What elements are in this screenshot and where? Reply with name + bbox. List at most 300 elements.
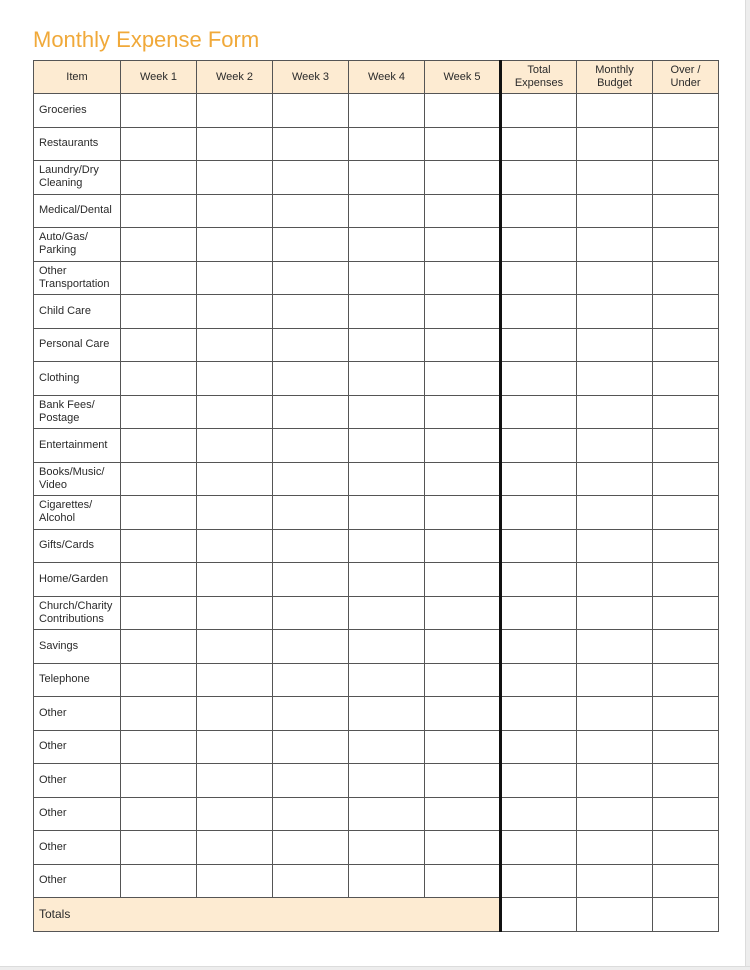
row-label <box>34 831 121 865</box>
cell-monthly-budget[interactable] <box>577 529 653 563</box>
cell-total-expenses[interactable] <box>501 161 577 195</box>
cell-week-4[interactable] <box>349 596 425 630</box>
cell-week-3[interactable] <box>273 630 349 664</box>
cell-week-1[interactable] <box>121 161 197 195</box>
header-row <box>34 61 719 94</box>
cell-week-1[interactable] <box>121 831 197 865</box>
cell-week-2[interactable] <box>197 429 273 463</box>
row-label-text: Medical/Dental <box>39 204 112 217</box>
cell-week-1[interactable] <box>121 730 197 764</box>
row-label <box>34 697 121 731</box>
cell-week-3[interactable] <box>273 362 349 396</box>
row-label-text: Video <box>39 478 67 491</box>
cell-total-expenses[interactable] <box>501 697 577 731</box>
cell-week-3[interactable] <box>273 864 349 898</box>
cell-week-1[interactable] <box>121 194 197 228</box>
row-label <box>34 563 121 597</box>
row-label <box>34 630 121 664</box>
cell-week-4[interactable] <box>349 395 425 429</box>
cell-week-5[interactable] <box>425 295 501 329</box>
cell-week-3[interactable] <box>273 94 349 128</box>
cell-week-2[interactable] <box>197 127 273 161</box>
table-row <box>34 94 719 128</box>
cell-monthly-budget[interactable] <box>577 563 653 597</box>
cell-week-1[interactable] <box>121 496 197 530</box>
cell-week-1[interactable] <box>121 596 197 630</box>
totals-row <box>34 898 719 932</box>
cell-total-expenses[interactable] <box>501 831 577 865</box>
cell-total-expenses[interactable] <box>501 429 577 463</box>
header-monthly-budget <box>577 61 653 94</box>
row-label <box>34 295 121 329</box>
cell-week-5[interactable] <box>425 764 501 798</box>
page-edge <box>745 0 750 970</box>
cell-week-2[interactable] <box>197 730 273 764</box>
row-label <box>34 94 121 128</box>
row-label-text: Telephone <box>39 673 90 686</box>
cell-week-4[interactable] <box>349 194 425 228</box>
table-row <box>34 362 719 396</box>
header-label: Week 1 <box>139 70 178 83</box>
cell-monthly-budget[interactable] <box>577 194 653 228</box>
cell-total-expenses[interactable] <box>501 630 577 664</box>
cell-monthly-budget[interactable] <box>577 864 653 898</box>
row-label-text: Groceries <box>39 103 87 116</box>
cell-monthly-budget[interactable] <box>577 94 653 128</box>
row-label-text: Other <box>39 740 67 753</box>
cell-total-expenses[interactable] <box>501 194 577 228</box>
row-label-text: Other <box>39 874 67 887</box>
cell-total-expenses[interactable] <box>501 663 577 697</box>
cell-week-5[interactable] <box>425 362 501 396</box>
cell-monthly-budget[interactable] <box>577 395 653 429</box>
cell-over-under[interactable] <box>653 295 719 329</box>
cell-total-expenses[interactable] <box>501 563 577 597</box>
cell-over-under[interactable] <box>653 395 719 429</box>
cell-over-under[interactable] <box>653 94 719 128</box>
cell-week-4[interactable] <box>349 630 425 664</box>
cell-monthly-budget[interactable] <box>577 496 653 530</box>
cell-week-4[interactable] <box>349 161 425 195</box>
row-label-text: Bank Fees/ <box>39 398 95 411</box>
row-label-text: Gifts/Cards <box>39 539 95 552</box>
header-label: Item <box>66 70 88 83</box>
cell-week-1[interactable] <box>121 697 197 731</box>
cell-total-expenses[interactable] <box>501 864 577 898</box>
cell-week-5[interactable] <box>425 395 501 429</box>
cell-week-3[interactable] <box>273 429 349 463</box>
cell-week-2[interactable] <box>197 194 273 228</box>
header-label: Budget <box>597 77 632 89</box>
totals-cell-over-under[interactable] <box>653 898 719 932</box>
row-label-text: Books/Music/ <box>39 465 105 478</box>
cell-week-3[interactable] <box>273 563 349 597</box>
cell-over-under[interactable] <box>653 663 719 697</box>
cell-week-3[interactable] <box>273 295 349 329</box>
cell-week-3[interactable] <box>273 797 349 831</box>
table-row <box>34 864 719 898</box>
page-title: Monthly Expense Form <box>33 27 260 52</box>
cell-week-1[interactable] <box>121 529 197 563</box>
cell-monthly-budget[interactable] <box>577 161 653 195</box>
row-label-text: Personal Care <box>39 338 110 351</box>
cell-monthly-budget[interactable] <box>577 429 653 463</box>
header-item <box>34 61 121 94</box>
cell-week-5[interactable] <box>425 630 501 664</box>
row-label-text: Parking <box>39 244 77 257</box>
cell-week-4[interactable] <box>349 864 425 898</box>
row-label-text: Auto/Gas/ <box>39 231 88 244</box>
cell-week-3[interactable] <box>273 764 349 798</box>
cell-week-5[interactable] <box>425 94 501 128</box>
row-label-text: Home/Garden <box>39 572 109 585</box>
table-row <box>34 295 719 329</box>
row-label-text: Alcohol <box>39 512 76 525</box>
table-row <box>34 496 719 530</box>
cell-monthly-budget[interactable] <box>577 362 653 396</box>
cell-over-under[interactable] <box>653 563 719 597</box>
cell-over-under[interactable] <box>653 697 719 731</box>
table-row <box>34 395 719 429</box>
cell-total-expenses[interactable] <box>501 596 577 630</box>
cell-monthly-budget[interactable] <box>577 697 653 731</box>
cell-over-under[interactable] <box>653 261 719 295</box>
header-label: Over / <box>670 64 701 76</box>
cell-week-5[interactable] <box>425 864 501 898</box>
cell-total-expenses[interactable] <box>501 395 577 429</box>
cell-week-5[interactable] <box>425 730 501 764</box>
cell-week-5[interactable] <box>425 496 501 530</box>
header-label: Under <box>670 77 701 89</box>
header-week-3 <box>273 61 349 94</box>
cell-week-3[interactable] <box>273 127 349 161</box>
cell-week-4[interactable] <box>349 764 425 798</box>
cell-week-5[interactable] <box>425 429 501 463</box>
cell-week-2[interactable] <box>197 563 273 597</box>
cell-week-1[interactable] <box>121 362 197 396</box>
cell-week-5[interactable] <box>425 261 501 295</box>
cell-over-under[interactable] <box>653 194 719 228</box>
cell-week-3[interactable] <box>273 831 349 865</box>
cell-week-1[interactable] <box>121 127 197 161</box>
cell-over-under[interactable] <box>653 362 719 396</box>
row-label-text: Laundry/Dry <box>39 164 99 177</box>
cell-total-expenses[interactable] <box>501 228 577 262</box>
row-label <box>34 596 121 630</box>
cell-over-under[interactable] <box>653 864 719 898</box>
row-label <box>34 462 121 496</box>
row-label-text: Contributions <box>39 612 104 625</box>
cell-week-2[interactable] <box>197 864 273 898</box>
cell-week-3[interactable] <box>273 529 349 563</box>
row-label-text: Child Care <box>39 304 91 317</box>
row-label <box>34 328 121 362</box>
cell-total-expenses[interactable] <box>501 261 577 295</box>
row-label-text: Cigarettes/ <box>39 499 93 512</box>
table-row <box>34 831 719 865</box>
cell-monthly-budget[interactable] <box>577 797 653 831</box>
cell-week-4[interactable] <box>349 697 425 731</box>
cell-over-under[interactable] <box>653 529 719 563</box>
header-label: Monthly <box>595 64 634 76</box>
cell-week-1[interactable] <box>121 864 197 898</box>
table-row <box>34 697 719 731</box>
cell-monthly-budget[interactable] <box>577 764 653 798</box>
cell-week-4[interactable] <box>349 797 425 831</box>
cell-over-under[interactable] <box>653 328 719 362</box>
cell-week-1[interactable] <box>121 462 197 496</box>
cell-week-1[interactable] <box>121 395 197 429</box>
table-row <box>34 596 719 630</box>
cell-over-under[interactable] <box>653 228 719 262</box>
cell-total-expenses[interactable] <box>501 462 577 496</box>
cell-week-4[interactable] <box>349 328 425 362</box>
header-label: Expenses <box>514 77 564 89</box>
cell-week-2[interactable] <box>197 630 273 664</box>
cell-week-1[interactable] <box>121 228 197 262</box>
cell-week-3[interactable] <box>273 663 349 697</box>
row-label <box>34 764 121 798</box>
cell-week-2[interactable] <box>197 161 273 195</box>
row-label <box>34 864 121 898</box>
cell-over-under[interactable] <box>653 630 719 664</box>
cell-monthly-budget[interactable] <box>577 295 653 329</box>
table-row <box>34 730 719 764</box>
row-label-text: Other <box>39 706 67 719</box>
cell-over-under[interactable] <box>653 730 719 764</box>
totals-cell-total-expenses[interactable] <box>501 898 577 932</box>
table-row <box>34 529 719 563</box>
cell-total-expenses[interactable] <box>501 764 577 798</box>
row-label <box>34 127 121 161</box>
cell-monthly-budget[interactable] <box>577 663 653 697</box>
header-week-1 <box>121 61 197 94</box>
header-label: Week 5 <box>443 70 481 83</box>
cell-monthly-budget[interactable] <box>577 596 653 630</box>
row-label-text: Transportation <box>39 277 110 290</box>
table-row <box>34 328 719 362</box>
row-label <box>34 529 121 563</box>
cell-total-expenses[interactable] <box>501 496 577 530</box>
cell-week-2[interactable] <box>197 596 273 630</box>
table-row <box>34 127 719 161</box>
cell-total-expenses[interactable] <box>501 295 577 329</box>
cell-week-5[interactable] <box>425 462 501 496</box>
cell-week-5[interactable] <box>425 797 501 831</box>
cell-week-1[interactable] <box>121 261 197 295</box>
cell-week-4[interactable] <box>349 563 425 597</box>
table-row <box>34 663 719 697</box>
cell-monthly-budget[interactable] <box>577 462 653 496</box>
row-label <box>34 496 121 530</box>
cell-week-4[interactable] <box>349 261 425 295</box>
cell-week-2[interactable] <box>197 764 273 798</box>
cell-monthly-budget[interactable] <box>577 328 653 362</box>
cell-week-2[interactable] <box>197 697 273 731</box>
expense-table <box>33 60 719 932</box>
cell-week-2[interactable] <box>197 395 273 429</box>
cell-week-4[interactable] <box>349 127 425 161</box>
cell-total-expenses[interactable] <box>501 730 577 764</box>
row-label <box>34 395 121 429</box>
row-label <box>34 730 121 764</box>
cell-week-2[interactable] <box>197 261 273 295</box>
row-label <box>34 194 121 228</box>
cell-week-4[interactable] <box>349 295 425 329</box>
cell-week-5[interactable] <box>425 529 501 563</box>
cell-week-3[interactable] <box>273 228 349 262</box>
table-row <box>34 563 719 597</box>
header-week-2 <box>197 61 273 94</box>
cell-week-4[interactable] <box>349 663 425 697</box>
cell-week-1[interactable] <box>121 563 197 597</box>
cell-total-expenses[interactable] <box>501 127 577 161</box>
cell-over-under[interactable] <box>653 161 719 195</box>
cell-week-5[interactable] <box>425 328 501 362</box>
row-label <box>34 161 121 195</box>
cell-total-expenses[interactable] <box>501 529 577 563</box>
cell-week-3[interactable] <box>273 730 349 764</box>
cell-week-4[interactable] <box>349 529 425 563</box>
header-week-4 <box>349 61 425 94</box>
row-label-text: Other <box>39 840 67 853</box>
cell-monthly-budget[interactable] <box>577 730 653 764</box>
cell-week-5[interactable] <box>425 127 501 161</box>
row-label-text: Entertainment <box>39 438 108 451</box>
row-label <box>34 663 121 697</box>
totals-cell-monthly-budget[interactable] <box>577 898 653 932</box>
cell-week-3[interactable] <box>273 697 349 731</box>
cell-monthly-budget[interactable] <box>577 831 653 865</box>
header-total-expenses <box>501 61 577 94</box>
row-label <box>34 228 121 262</box>
cell-week-5[interactable] <box>425 663 501 697</box>
table-row <box>34 462 719 496</box>
table-row <box>34 797 719 831</box>
header-over-under <box>653 61 719 94</box>
header-week-5 <box>425 61 501 94</box>
cell-week-4[interactable] <box>349 429 425 463</box>
row-label <box>34 797 121 831</box>
cell-week-5[interactable] <box>425 831 501 865</box>
cell-week-5[interactable] <box>425 161 501 195</box>
cell-over-under[interactable] <box>653 831 719 865</box>
table-row <box>34 261 719 295</box>
row-label-text: Clothing <box>39 371 80 384</box>
cell-week-4[interactable] <box>349 730 425 764</box>
cell-week-3[interactable] <box>273 194 349 228</box>
cell-total-expenses[interactable] <box>501 328 577 362</box>
header-label: Week 4 <box>367 70 406 83</box>
row-label-text: Other <box>39 773 67 786</box>
cell-week-4[interactable] <box>349 831 425 865</box>
cell-total-expenses[interactable] <box>501 362 577 396</box>
cell-week-3[interactable] <box>273 496 349 530</box>
row-label-text: Savings <box>39 639 79 652</box>
cell-monthly-budget[interactable] <box>577 228 653 262</box>
header-label: Total <box>527 64 551 76</box>
cell-over-under[interactable] <box>653 764 719 798</box>
table-row <box>34 630 719 664</box>
cell-week-4[interactable] <box>349 462 425 496</box>
cell-week-3[interactable] <box>273 395 349 429</box>
page-edge <box>0 966 750 970</box>
cell-week-3[interactable] <box>273 328 349 362</box>
table-row <box>34 194 719 228</box>
cell-week-2[interactable] <box>197 496 273 530</box>
cell-week-4[interactable] <box>349 362 425 396</box>
cell-week-5[interactable] <box>425 228 501 262</box>
cell-week-1[interactable] <box>121 764 197 798</box>
cell-week-2[interactable] <box>197 462 273 496</box>
cell-week-2[interactable] <box>197 362 273 396</box>
cell-week-2[interactable] <box>197 328 273 362</box>
row-label <box>34 429 121 463</box>
cell-monthly-budget[interactable] <box>577 630 653 664</box>
cell-week-2[interactable] <box>197 797 273 831</box>
cell-week-3[interactable] <box>273 261 349 295</box>
cell-week-3[interactable] <box>273 596 349 630</box>
cell-total-expenses[interactable] <box>501 94 577 128</box>
cell-monthly-budget[interactable] <box>577 261 653 295</box>
cell-over-under[interactable] <box>653 797 719 831</box>
table-row <box>34 429 719 463</box>
totals-label: Totals <box>34 898 501 932</box>
cell-week-1[interactable] <box>121 328 197 362</box>
cell-week-1[interactable] <box>121 797 197 831</box>
cell-week-5[interactable] <box>425 194 501 228</box>
row-label-text: Other <box>39 807 67 820</box>
cell-over-under[interactable] <box>653 429 719 463</box>
cell-week-3[interactable] <box>273 462 349 496</box>
cell-total-expenses[interactable] <box>501 797 577 831</box>
cell-over-under[interactable] <box>653 462 719 496</box>
cell-week-4[interactable] <box>349 228 425 262</box>
cell-week-2[interactable] <box>197 295 273 329</box>
table-row <box>34 764 719 798</box>
cell-week-1[interactable] <box>121 429 197 463</box>
cell-week-2[interactable] <box>197 529 273 563</box>
cell-week-1[interactable] <box>121 295 197 329</box>
cell-week-5[interactable] <box>425 596 501 630</box>
row-label-text: Cleaning <box>39 177 83 190</box>
row-label-text: Restaurants <box>39 137 99 150</box>
cell-week-1[interactable] <box>121 630 197 664</box>
row-label-text: Postage <box>39 411 80 424</box>
cell-monthly-budget[interactable] <box>577 127 653 161</box>
cell-week-4[interactable] <box>349 496 425 530</box>
header-label: Week 2 <box>215 70 254 83</box>
cell-week-2[interactable] <box>197 663 273 697</box>
cell-week-2[interactable] <box>197 831 273 865</box>
cell-week-5[interactable] <box>425 697 501 731</box>
cell-week-5[interactable] <box>425 563 501 597</box>
cell-week-1[interactable] <box>121 663 197 697</box>
row-label <box>34 261 121 295</box>
row-label-text: Other <box>39 264 67 277</box>
cell-over-under[interactable] <box>653 127 719 161</box>
cell-week-4[interactable] <box>349 94 425 128</box>
table-row <box>34 161 719 195</box>
cell-week-2[interactable] <box>197 228 273 262</box>
cell-week-1[interactable] <box>121 94 197 128</box>
cell-over-under[interactable] <box>653 596 719 630</box>
cell-week-2[interactable] <box>197 94 273 128</box>
row-label-text: Church/Charity <box>39 599 113 612</box>
cell-over-under[interactable] <box>653 496 719 530</box>
header-label: Week 3 <box>291 70 330 83</box>
cell-week-3[interactable] <box>273 161 349 195</box>
